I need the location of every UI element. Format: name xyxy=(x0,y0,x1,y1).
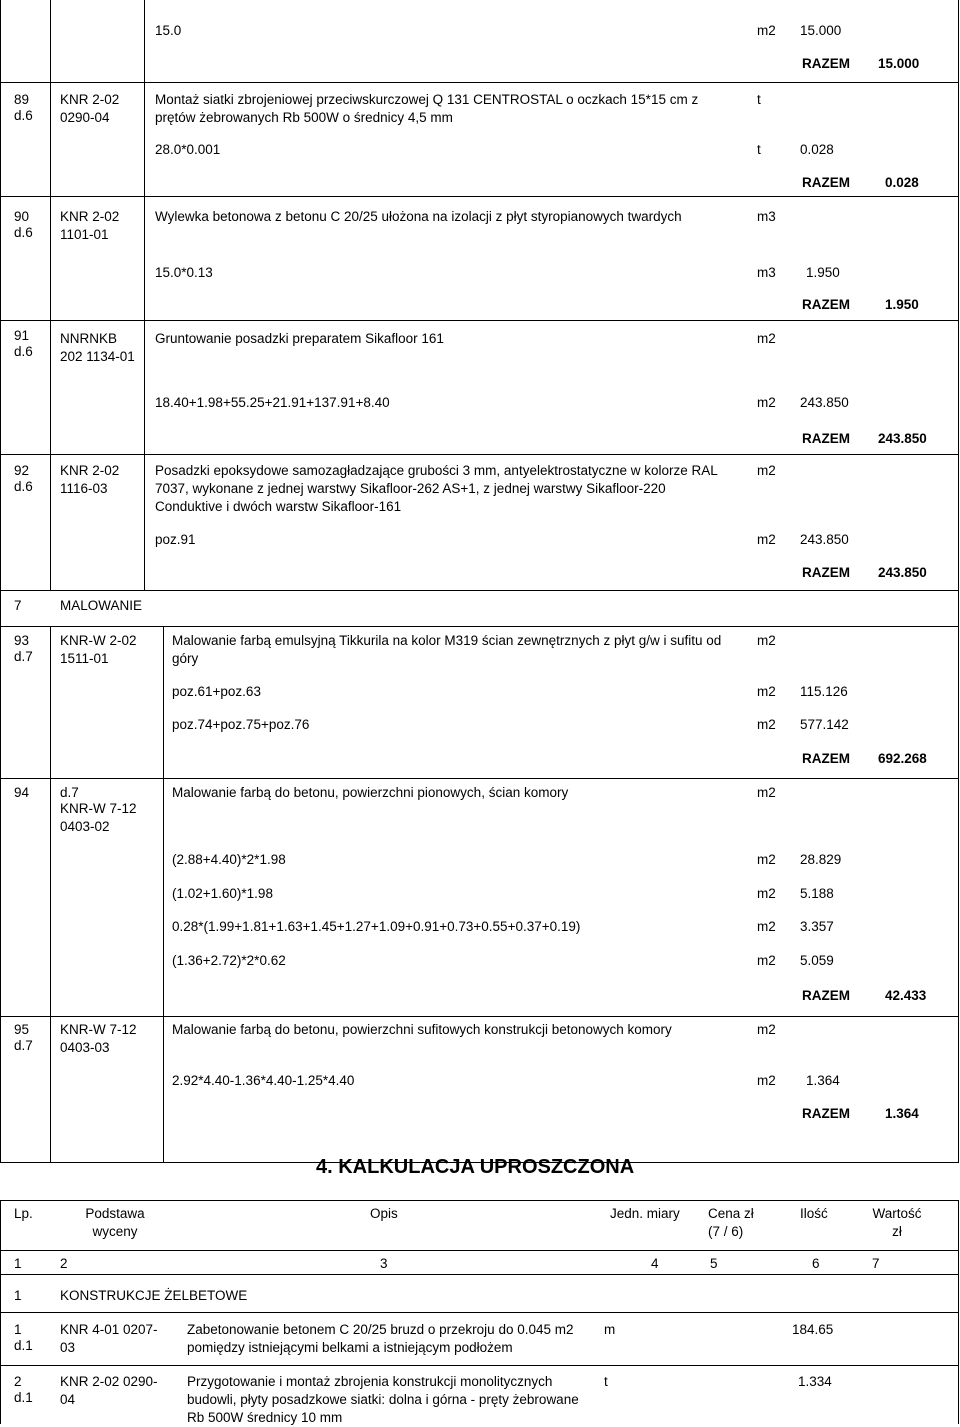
calc-header-lp: Lp. xyxy=(14,1206,33,1221)
item-unit: m2 xyxy=(757,1022,776,1037)
measure-unit: t xyxy=(757,142,761,157)
razem-value: 42.433 xyxy=(885,988,927,1003)
item-unit: t xyxy=(757,92,761,107)
item-unit: m3 xyxy=(757,209,776,224)
measure-expression: 15.0*0.13 xyxy=(155,265,213,280)
column-divider-code-2 xyxy=(163,626,164,1162)
calc-header-divider xyxy=(0,1250,959,1251)
measure-value: 243.850 xyxy=(800,532,849,547)
measure-expression: 18.40+1.98+55.25+21.91+137.91+8.40 xyxy=(155,395,390,410)
measure-unit: m2 xyxy=(757,852,776,867)
item-code: NNRNKB 202 1134-01 xyxy=(60,331,135,364)
item-unit: m2 xyxy=(757,785,776,800)
row-divider xyxy=(0,196,959,197)
calc-section-number: 1 xyxy=(14,1288,22,1303)
measure-value: 5.059 xyxy=(800,953,834,968)
table-left-border xyxy=(0,0,1,1162)
row-divider xyxy=(0,626,959,627)
calc-header-jedn: Jedn. miary xyxy=(610,1206,680,1221)
calc-column-number: 1 xyxy=(14,1256,22,1271)
measure-value: 0.028 xyxy=(800,142,834,157)
measure-unit: m2 xyxy=(757,953,776,968)
item-code: KNR 2-02 0290-04 xyxy=(60,92,120,125)
calc-header-cena: Cena zł (7 / 6) xyxy=(708,1206,754,1239)
item-department: d.6 xyxy=(14,108,33,123)
item-code: KNR 2-02 1116-03 xyxy=(60,463,120,496)
column-divider-no-2 xyxy=(50,626,51,1162)
razem-label: RAZEM xyxy=(802,297,850,312)
calc-number-row-divider xyxy=(0,1274,959,1275)
item-number: 92 xyxy=(14,463,30,478)
item-description: Malowanie farbą emulsyjną Tikkurila na kolor M319 ścian zewnętrznych z płyt g/w i sufitu od góry xyxy=(172,633,722,666)
calc-row-number: 1 xyxy=(14,1322,22,1337)
razem-value: 1.950 xyxy=(885,297,919,312)
measure-unit: m2 xyxy=(757,23,776,38)
column-divider-code xyxy=(144,0,145,590)
section-title: MALOWANIE xyxy=(60,598,143,613)
item-description: Gruntowanie posadzki preparatem Sikafloor 161 xyxy=(155,331,444,346)
calc-row-department: d.1 xyxy=(14,1390,33,1405)
measure-unit: m2 xyxy=(757,717,776,732)
razem-value: 15.000 xyxy=(878,56,920,71)
item-description: Malowanie farbą do betonu, powierzchni pionowych, ścian komory xyxy=(172,785,569,800)
measure-unit: m2 xyxy=(757,886,776,901)
row-divider xyxy=(0,454,959,455)
razem-value: 243.850 xyxy=(878,565,927,580)
calc-row-code: KNR 4-01 0207-03 xyxy=(60,1322,158,1355)
calc-header-wartosc: Wartość zł xyxy=(872,1206,922,1239)
measure-expression: (1.02+1.60)*1.98 xyxy=(172,886,273,901)
calc-header-podstawa: Podstawa wyceny xyxy=(85,1206,145,1239)
razem-value: 0.028 xyxy=(885,175,919,190)
item-description: Montaż siatki zbrojeniowej przeciwskurczowej Q 131 CENTROSTAL o oczkach 15*15 cm z prętów żebrowanych Rb 500W o średnicy 4,5 mm xyxy=(155,92,699,125)
calc-row-divider xyxy=(0,1365,959,1366)
item-department: d.7 xyxy=(14,1038,33,1053)
measure-expression: 2.92*4.40-1.36*4.40-1.25*4.40 xyxy=(172,1073,355,1088)
calc-section-divider xyxy=(0,1312,959,1313)
calc-row-quantity: 1.334 xyxy=(798,1374,832,1389)
measure-expression: 28.0*0.001 xyxy=(155,142,221,157)
measure-value: 3.357 xyxy=(800,919,834,934)
razem-label: RAZEM xyxy=(802,565,850,580)
item-code: KNR-W 2-02 1511-01 xyxy=(60,633,137,666)
measure-unit: m2 xyxy=(757,919,776,934)
calc-row-unit: m xyxy=(604,1322,616,1337)
item-unit: m2 xyxy=(757,633,776,648)
calc-column-number: 7 xyxy=(872,1256,880,1271)
row-divider xyxy=(0,320,959,321)
razem-value: 1.364 xyxy=(885,1106,919,1121)
razem-value: 243.850 xyxy=(878,431,927,446)
item-number: 91 xyxy=(14,328,30,343)
measure-value: 5.188 xyxy=(800,886,834,901)
item-department: d.6 xyxy=(14,225,33,240)
row-divider xyxy=(0,1016,959,1017)
measure-unit: m3 xyxy=(757,265,776,280)
measure-unit: m2 xyxy=(757,395,776,410)
section-number: 7 xyxy=(14,598,22,613)
calc-row-unit: t xyxy=(604,1374,608,1389)
measure-expression: poz.91 xyxy=(155,532,196,547)
item-number: 93 xyxy=(14,633,30,648)
measure-expression: 15.0 xyxy=(155,23,182,38)
measure-value: 115.126 xyxy=(800,684,848,699)
item-number: 94 xyxy=(14,785,30,800)
row-divider xyxy=(0,590,959,591)
calc-column-number: 5 xyxy=(710,1256,718,1271)
razem-label: RAZEM xyxy=(802,56,850,71)
column-divider-no xyxy=(50,0,51,590)
item-number: 95 xyxy=(14,1022,30,1037)
calc-header-ilosc: Ilość xyxy=(800,1206,828,1221)
measure-value: 1.950 xyxy=(806,265,840,280)
item-number: 89 xyxy=(14,92,30,107)
section-heading: 4. KALKULACJA UPROSZCZONA xyxy=(316,1156,635,1178)
measure-value: 577.142 xyxy=(800,717,849,732)
calc-row-description: Zabetonowanie betonem C 20/25 bruzd o przekroju do 0.045 m2 pomiędzy istniejącymi belkami a istniejącym podłożem xyxy=(187,1322,574,1355)
calc-header-opis: Opis xyxy=(370,1206,398,1221)
measure-expression: (1.36+2.72)*2*0.62 xyxy=(172,953,286,968)
measure-value: 1.364 xyxy=(806,1073,840,1088)
calc-row-code: KNR 2-02 0290-04 xyxy=(60,1374,158,1407)
measure-value: 28.829 xyxy=(800,852,842,867)
item-code: KNR 2-02 1101-01 xyxy=(60,209,120,242)
razem-label: RAZEM xyxy=(802,1106,850,1121)
measure-value: 15.000 xyxy=(800,23,842,38)
item-description: Malowanie farbą do betonu, powierzchni sufitowych konstrukcji betonowych komory xyxy=(172,1022,672,1037)
razem-label: RAZEM xyxy=(802,988,850,1003)
measure-unit: m2 xyxy=(757,1073,776,1088)
measure-unit: m2 xyxy=(757,532,776,547)
measure-expression: poz.74+poz.75+poz.76 xyxy=(172,717,310,732)
item-description: Wylewka betonowa z betonu C 20/25 ułożona na izolacji z płyt styropianowych twardych xyxy=(155,209,682,224)
calc-column-number: 2 xyxy=(60,1256,68,1271)
calc-table-left-border xyxy=(0,1200,1,1424)
calc-section-title: KONSTRUKCJE ŻELBETOWE xyxy=(60,1288,248,1303)
razem-value: 692.268 xyxy=(878,751,927,766)
calc-table-top-border xyxy=(0,1200,959,1201)
calc-table-right-border xyxy=(958,1200,959,1424)
calc-row-quantity: 184.65 xyxy=(792,1322,834,1337)
item-unit: m2 xyxy=(757,331,776,346)
measure-value: 243.850 xyxy=(800,395,849,410)
table-right-border xyxy=(958,0,959,1162)
measure-unit: m2 xyxy=(757,684,776,699)
calc-column-number: 6 xyxy=(812,1256,820,1271)
item-description: Posadzki epoksydowe samozagładzające grubości 3 mm, antyelektrostatyczne w kolorze RAL 7037, wykonane z jednej warstwy Sikafloor-262 AS+1, z jednej warstwy Sikafloor-220 Conduktive i dwóch warstw Sikafloor-161 xyxy=(155,463,718,514)
measure-expression: poz.61+poz.63 xyxy=(172,684,261,699)
item-department: d.6 xyxy=(14,344,33,359)
item-unit: m2 xyxy=(757,463,776,478)
row-divider xyxy=(0,778,959,779)
measure-expression: (2.88+4.40)*2*1.98 xyxy=(172,852,286,867)
calc-row-description: Przygotowanie i montaż zbrojenia konstrukcji monolitycznych budowli, płyty posadzkowe siatki: dolna i górna - pręty żebrowane Rb 500W średnicy 10 mm xyxy=(187,1374,579,1425)
item-code: KNR-W 7-12 0403-03 xyxy=(60,1022,137,1055)
calc-row-number: 2 xyxy=(14,1374,22,1389)
item-department: d.6 xyxy=(14,479,33,494)
calc-column-number: 3 xyxy=(380,1256,388,1271)
measure-expression: 0.28*(1.99+1.81+1.63+1.45+1.27+1.09+0.91+0.73+0.55+0.37+0.19) xyxy=(172,919,581,934)
razem-label: RAZEM xyxy=(802,751,850,766)
item-department: d.7 xyxy=(60,785,79,800)
razem-label: RAZEM xyxy=(802,431,850,446)
calc-column-number: 4 xyxy=(651,1256,659,1271)
row-divider xyxy=(0,82,959,83)
item-number: 90 xyxy=(14,209,30,224)
item-department: d.7 xyxy=(14,649,33,664)
razem-label: RAZEM xyxy=(802,175,850,190)
item-code: KNR-W 7-12 0403-02 xyxy=(60,801,137,834)
calc-row-department: d.1 xyxy=(14,1338,33,1353)
